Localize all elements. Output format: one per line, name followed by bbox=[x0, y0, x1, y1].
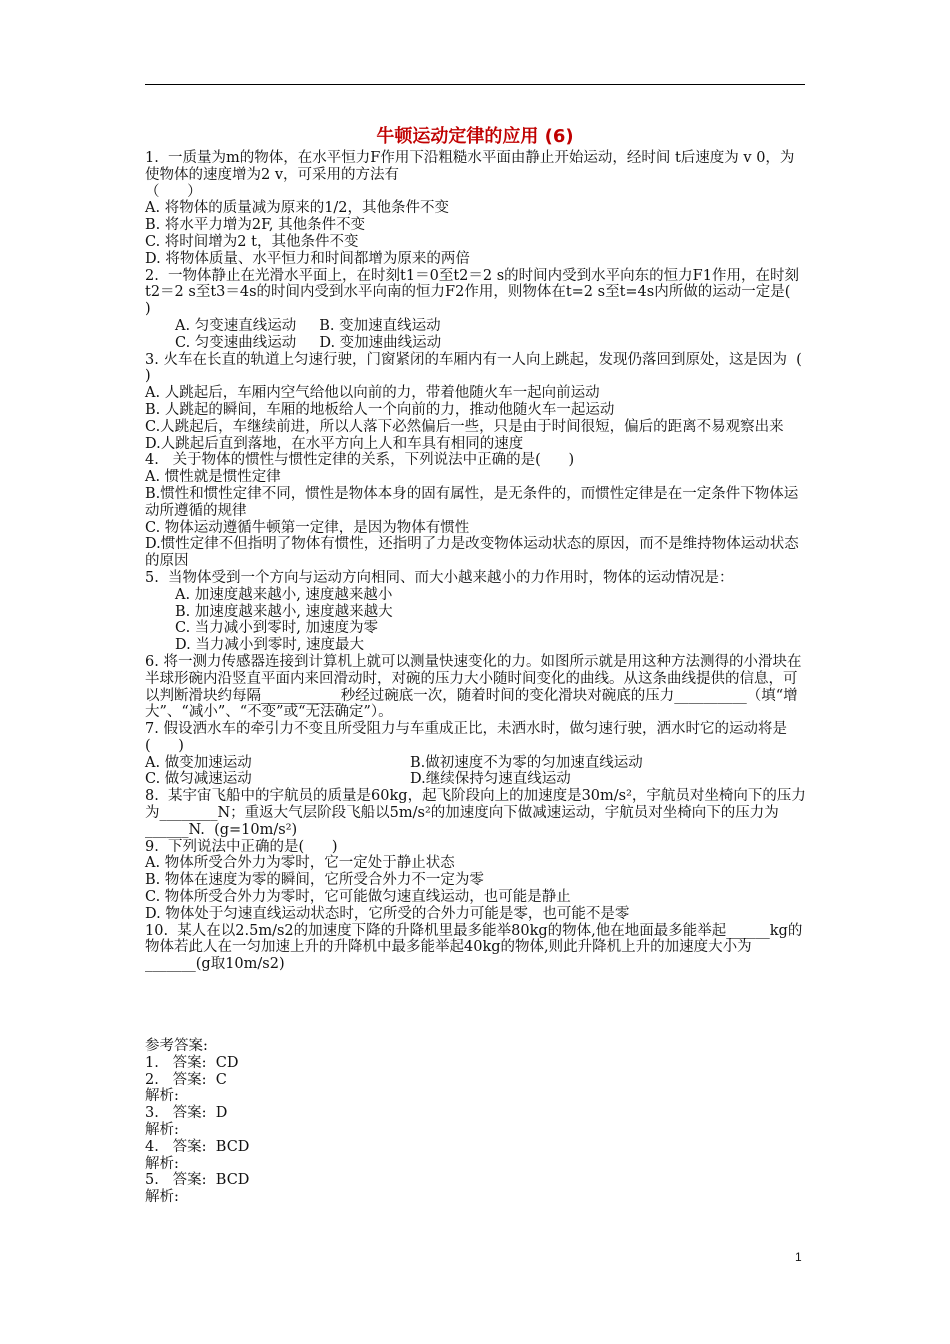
q5-option-a: A. 加速度越来越小, 速度越来越小 bbox=[175, 586, 393, 603]
page-number: 1 bbox=[795, 1250, 802, 1264]
answers-heading: 参考答案: bbox=[145, 1038, 208, 1054]
q7-option-b: B.做初速度不为零的匀加速直线运动 bbox=[410, 754, 643, 771]
q1-option-b: B. 将水平力增为2F, 其他条件不变 bbox=[145, 217, 366, 234]
q9-stem: 9. 下列说法中正确的是( ) bbox=[145, 838, 338, 855]
q7-option-a: A. 做变加速运动 bbox=[145, 754, 252, 771]
q4-option-a: A. 惯性就是惯性定律 bbox=[145, 469, 281, 486]
q7-option-d: D.继续保持匀速直线运动 bbox=[410, 771, 571, 788]
q1-bracket: （ ） bbox=[145, 183, 202, 200]
analysis-5: 解析: bbox=[145, 1189, 179, 1206]
q4-option-b: B.惯性和惯性定律不同，惯性是物体本身的固有属性，是无条件的，而惯性定律是在一定条件下物体运动所遵循的规律 bbox=[145, 485, 799, 519]
q3-stem: 3. 火车在长直的轨道上匀速行驶，门窗紧闭的车厢内有一人向上跳起，发现仍落回到原处，这是因为 ( ) bbox=[145, 351, 830, 385]
q7-option-c: C. 做匀减速运动 bbox=[145, 771, 252, 788]
q10-stem: 10. 某人在以2.5m/s2的加速度下降的升降机里最多能举80kg的物体,他在地面最多能举起______kg的物体若此人在一匀加速上升的升降机中最多能举起40kg的物体,则此升降机上升的加速度大小为_______(g取10m/s2) bbox=[145, 922, 803, 973]
q1-option-d: D. 将物体质量、水平恒力和时间都增为原来的两倍 bbox=[145, 250, 470, 267]
document-title: 牛顿运动定律的应用 (6) bbox=[376, 126, 574, 147]
q3-option-b: B. 人跳起的瞬间，车厢的地板给人一个向前的力，推动他随火车一起运动 bbox=[145, 401, 615, 418]
q9-option-c: C. 物体所受合外力为零时，它可能做匀速直线运动，也可能是静止 bbox=[145, 889, 571, 906]
q1-option-a: A. 将物体的质量减为原来的1/2，其他条件不变 bbox=[145, 200, 450, 217]
questions-body bbox=[145, 150, 830, 973]
q7-options-row1 bbox=[145, 755, 807, 772]
analysis-2: 解析: bbox=[145, 1088, 179, 1105]
answer-2: 2. 答案: C bbox=[145, 1071, 227, 1088]
q9-option-b: B. 物体在速度为零的瞬间，它所受合外力不一定为零 bbox=[145, 872, 484, 889]
analysis-4: 解析: bbox=[145, 1155, 179, 1172]
header-rule bbox=[145, 84, 805, 85]
q2-options-row1: A. 匀变速直线运动 B. 变加速直线运动 bbox=[175, 317, 441, 334]
q8-stem: 8. 某宇宙飞船中的宇航员的质量是60kg，起飞阶段向上的加速度是30m/s²，宇航员对坐椅向下的压力为________N；重返大气层阶段飞船以5m/s²的加速度向下做减速运动，宇航员对坐椅向下的压力为______N. (g=10m/s²) bbox=[145, 788, 806, 838]
q7-stem: 7. 假设洒水车的牵引力不变且所受阻力与车重成正比，未洒水时，做匀速行驶，洒水时它的运动将是 ( ) bbox=[145, 721, 806, 754]
answer-3: 3. 答案: D bbox=[145, 1105, 228, 1122]
answer-4: 4. 答案: BCD bbox=[145, 1138, 250, 1155]
q4-option-d: D.惯性定律不但指明了物体有惯性，还指明了力是改变物体运动状态的原因，而不是维持物体运动状态的原因 bbox=[145, 536, 799, 570]
q3-option-d: D.人跳起后直到落地，在水平方向上人和车具有相同的速度 bbox=[145, 435, 524, 452]
q5-option-b: B. 加速度越来越小, 速度越来越大 bbox=[175, 603, 393, 620]
q3-option-c: C.人跳起后，车继续前进，所以人落下必然偏后一些，只是由于时间很短，偏后的距离不易观察出来 bbox=[145, 418, 784, 435]
q9-option-d: D. 物体处于匀速直线运动状态时，它所受的合外力可能是零，也可能不是零 bbox=[145, 905, 630, 922]
q2-options-row2: C. 匀变速曲线运动 D. 变加速曲线运动 bbox=[175, 334, 442, 351]
answer-key bbox=[145, 1038, 805, 1206]
q5-stem: 5. 当物体受到一个方向与运动方向相同、而大小越来越小的力作用时，物体的运动情况是： bbox=[145, 569, 734, 586]
q7-options-row2 bbox=[145, 771, 807, 788]
answer-5: 5. 答案: BCD bbox=[145, 1172, 250, 1189]
q2-stem: 2. 一物体静止在光滑水平面上，在时刻t1＝0至t2＝2 s的时间内受到水平向东的恒力F1作用，在时刻t2＝2 s至t3＝4s的时间内受到水平向南的恒力F2作用，则物体在t=2 s至t=4s内所做的运动一定是( ) bbox=[145, 267, 814, 318]
answer-1: 1. 答案: CD bbox=[145, 1054, 239, 1071]
q5-option-c: C. 当力减小到零时, 加速度为零 bbox=[175, 620, 379, 637]
q4-option-c: C. 物体运动遵循牛顿第一定律，是因为物体有惯性 bbox=[145, 519, 470, 536]
q4-stem: 4. 关于物体的惯性与惯性定律的关系，下列说法中正确的是( ) bbox=[145, 452, 575, 469]
analysis-3: 解析: bbox=[145, 1121, 179, 1138]
q1-option-c: C. 将时间增为2 t，其他条件不变 bbox=[145, 233, 359, 250]
q3-option-a: A. 人跳起后，车厢内空气给他以向前的力，带着他随火车一起向前运动 bbox=[145, 385, 600, 402]
q6-stem: 6. 将一测力传感器连接到计算机上就可以测量快速变化的力。如图所示就是用这种方法测得的小滑块在半球形碗内沿竖直平面内来回滑动时，对碗的压力大小随时间变化的曲线。从这条曲线提供的信息，可以判断滑块约每隔___________秒经过碗底一次，随着时间的变化滑块对碗底的压力__________（填“增大”、“减小”、“不变”或“无法确定”）。 bbox=[145, 653, 802, 721]
q1-stem: 1. 一质量为m的物体，在水平恒力F作用下沿粗糙水平面由静止开始运动，经时间 t后速度为 v 0，为使物体的速度增为2 v，可采用的方法有 bbox=[145, 150, 795, 183]
q9-option-a: A. 物体所受合外力为零时，它一定处于静止状态 bbox=[145, 855, 455, 872]
q5-option-d: D. 当力减小到零时, 速度最大 bbox=[175, 637, 365, 654]
